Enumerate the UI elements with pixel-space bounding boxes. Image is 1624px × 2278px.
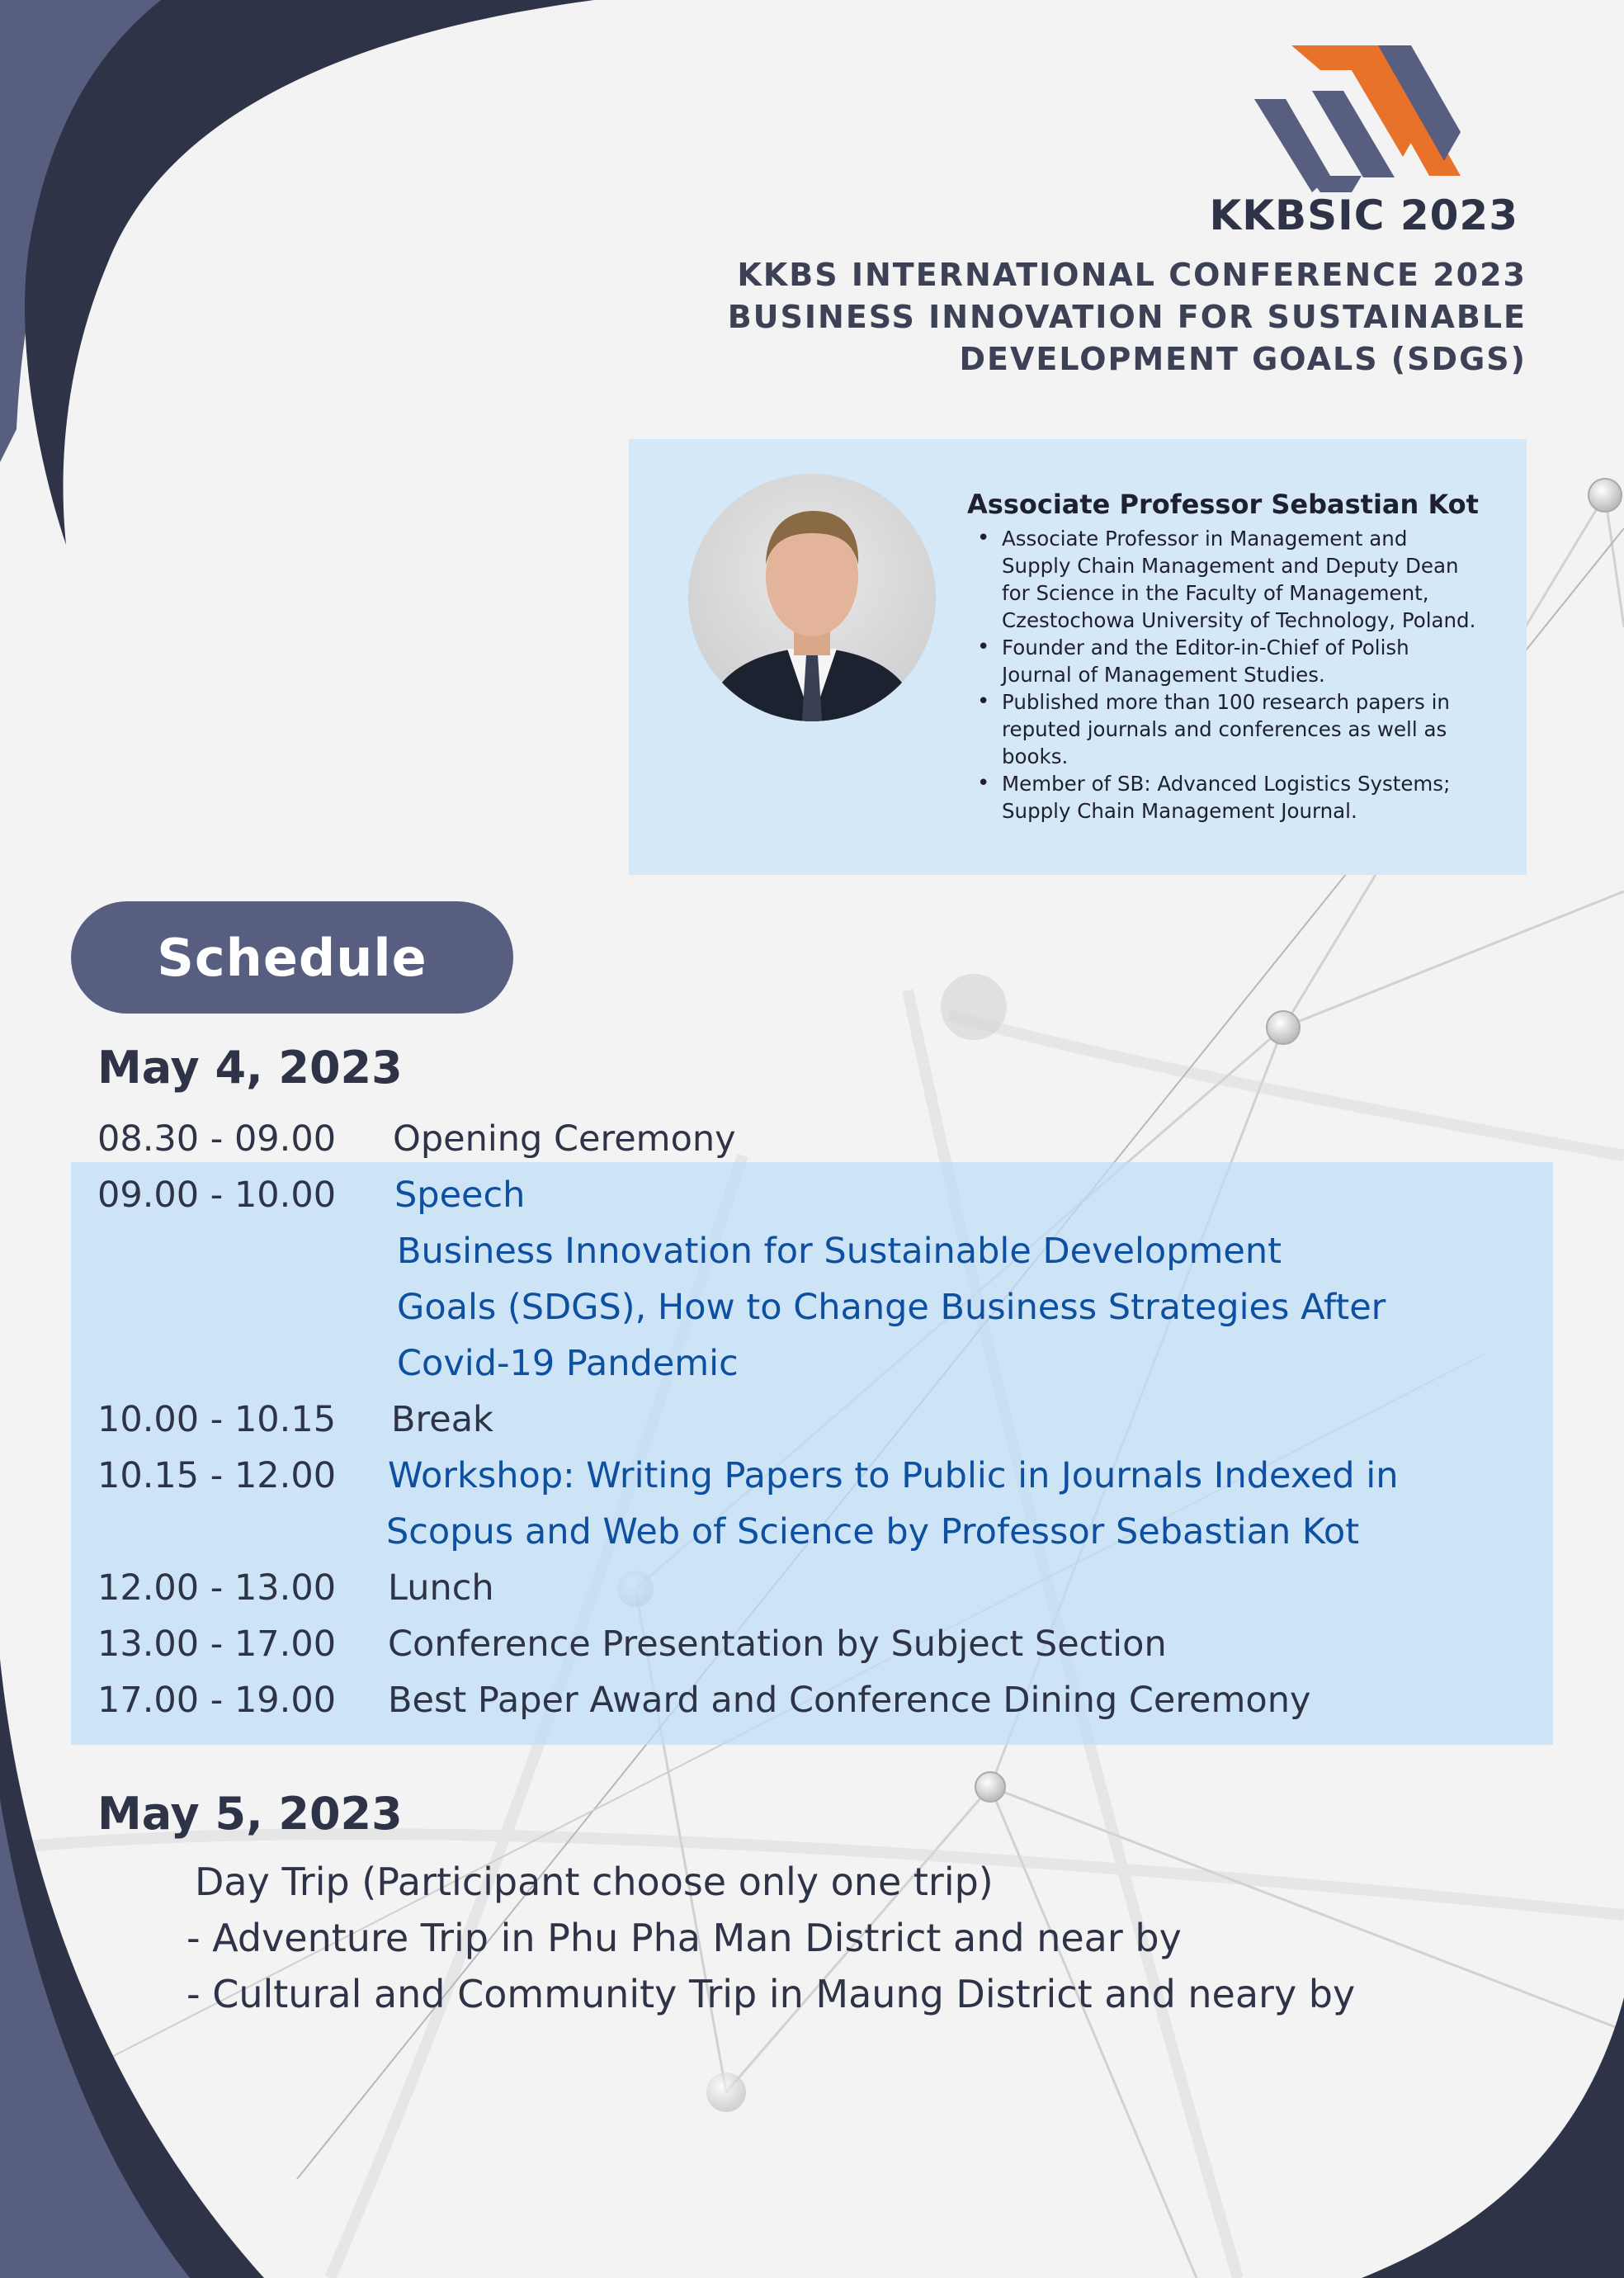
schedule-event: Scopus and Web of Science by Professor Sebastian Kot: [386, 1511, 1360, 1553]
speaker-card: [629, 439, 1527, 875]
bio-line: for Science in the Faculty of Management,: [1002, 581, 1429, 605]
schedule-time: 13.00 - 17.00: [97, 1623, 337, 1665]
kkbsic-logo: [1254, 45, 1461, 194]
subtitle-line: BUSINESS INNOVATION FOR SUSTAINABLE: [727, 299, 1527, 335]
schedule-event: Lunch: [388, 1567, 494, 1609]
trip-option: - Cultural and Community Trip in Maung District and neary by: [186, 1972, 1356, 2016]
speaker-photo: [688, 474, 936, 721]
bio-item: [984, 634, 1495, 688]
subtitle-line: KKBS INTERNATIONAL CONFERENCE 2023: [737, 257, 1527, 293]
schedule-event: Speech: [394, 1174, 526, 1216]
bio-line: • Published more than 100 research papers in: [1002, 690, 1450, 714]
schedule-time: 10.15 - 12.00: [97, 1455, 337, 1496]
bio-item: [984, 688, 1495, 770]
schedule-event: Goals (SDGS), How to Change Business Strategies After: [397, 1287, 1386, 1328]
subtitle-line: DEVELOPMENT GOALS (SDGS): [959, 341, 1527, 377]
schedule-time: 10.00 - 10.15: [97, 1399, 337, 1440]
schedule-time: 12.00 - 13.00: [97, 1567, 337, 1609]
schedule-time: 17.00 - 19.00: [97, 1680, 337, 1721]
bio-item: [984, 525, 1495, 634]
conference-title: KKBSIC 2023: [1209, 191, 1518, 239]
bio-line: • Founder and the Editor-in-Chief of Polish: [1002, 636, 1409, 659]
schedule-event: Opening Ceremony: [393, 1118, 736, 1160]
schedule-event: Best Paper Award and Conference Dining Ceremony: [388, 1680, 1311, 1721]
schedule-time: 08.30 - 09.00: [97, 1118, 337, 1160]
conference-subtitle: [728, 254, 1527, 380]
schedule-event: Business Innovation for Sustainable Development: [397, 1231, 1282, 1272]
bio-line: • Associate Professor in Management and: [1002, 527, 1408, 551]
schedule-heading: Schedule: [71, 901, 513, 1014]
day1-date: May 4, 2023: [97, 1042, 403, 1094]
bio-item: [984, 770, 1495, 825]
speaker-bio-list: [984, 525, 1495, 825]
schedule-event: Break: [391, 1399, 493, 1440]
bio-line: • Member of SB: Advanced Logistics Systems;: [1002, 772, 1451, 796]
bio-line: Journal of Management Studies.: [1002, 663, 1325, 687]
bio-line: reputed journals and conferences as well as: [1002, 717, 1447, 741]
schedule-event: Conference Presentation by Subject Section: [388, 1623, 1167, 1665]
speaker-name: Associate Professor Sebastian Kot: [967, 489, 1479, 520]
schedule-event: Covid-19 Pandemic: [397, 1343, 739, 1384]
day2-date: May 5, 2023: [97, 1788, 403, 1840]
schedule-event: Workshop: Writing Papers to Public in Journals Indexed in: [388, 1455, 1399, 1496]
day-trip-intro: Day Trip (Participant choose only one trip): [195, 1860, 994, 1904]
bio-line: Supply Chain Management and Deputy Dean: [1002, 554, 1459, 578]
trip-option: - Adventure Trip in Phu Pha Man District and near by: [186, 1916, 1182, 1960]
bio-line: books.: [1002, 744, 1069, 768]
bio-line: Supply Chain Management Journal.: [1002, 799, 1357, 823]
bio-line: Czestochowa University of Technology, Poland.: [1002, 608, 1476, 632]
schedule-time: 09.00 - 10.00: [97, 1174, 337, 1216]
